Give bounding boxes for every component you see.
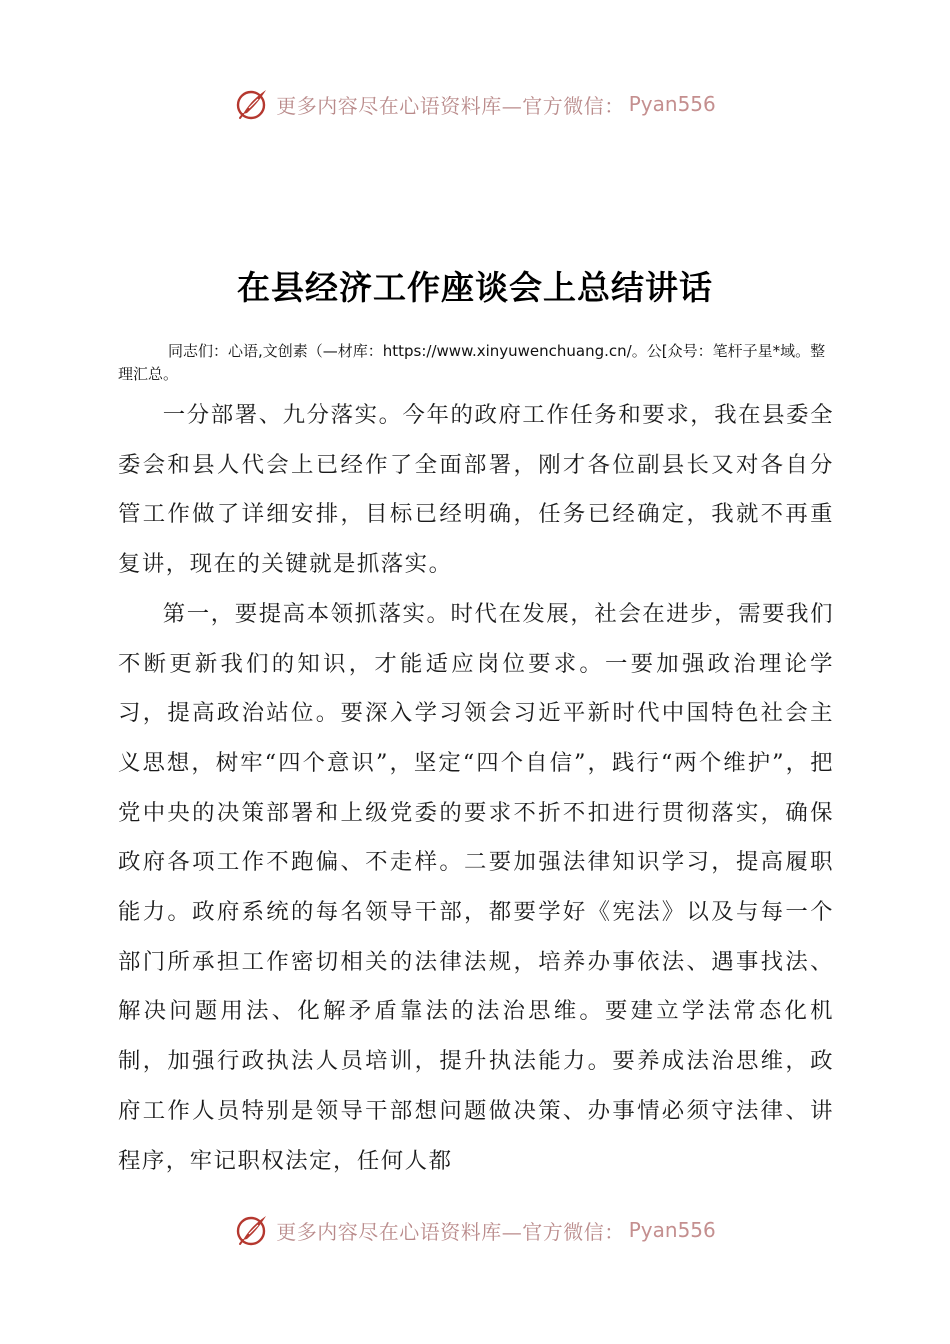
watermark-text: 更多内容尽在心语资料库—官方微信： xyxy=(276,93,625,118)
paragraph-first-point: 第一，要提高本领抓落实。时代在发展，社会在进步，需要我们不断更新我们的知识，才能适应岗位要求。一要加强政治理论学习，提高政治站位。要深入学习领会习近平新时代中国特色社会主义思想，树牢“四个意识”，坚定“四个自信”，践行“两个维护”，把党中央的决策部署和上级党委的要求不折不扣进行贯彻落实，确保政府各项工作不跑偏、不走样。二要加强法律知识学习，提高履职能力。政府系统的每名领导干部，都要学好《宪法》以及与每一个部门所承担工作密切相关的法律法规，培养办事依法、遇事找法、解决问题用法、化解矛盾靠法的法治思维。要建立学法常态化机制，加强行政执法人员培训，提升执法能力。要养成法治思维，政府工作人员特别是领导干部想问题做决策、办事情必须守法律、讲程序，牢记职权法定，任何人都 xyxy=(118,600,834,1174)
footer-watermark xyxy=(0,1210,950,1250)
watermark-handle: Pyan556 xyxy=(628,92,716,116)
quill-logo-icon xyxy=(234,86,270,122)
watermark-text: 更多内容尽在心语资料库—官方微信： xyxy=(276,1219,625,1244)
document-title: 在县经济工作座谈会上总结讲话 xyxy=(237,268,713,307)
header-watermark xyxy=(0,84,950,124)
source-note: 同志们：心语,文创素（—材库：https://www.xinyuwenchuang.cn/。公[众号：笔杆子星*域。整理汇总。 xyxy=(118,342,826,383)
document-body xyxy=(118,391,834,1186)
watermark-handle: Pyan556 xyxy=(628,1218,716,1242)
quill-logo-icon xyxy=(234,1212,270,1248)
paragraph-intro: 一分部署、九分落实。今年的政府工作任务和要求，我在县委全委会和县人代会上已经作了全面部署，刚才各位副县长又对各自分管工作做了详细安排，目标已经明确，任务已经确定，我就不再重复讲，现在的关键就是抓落实。 xyxy=(118,402,834,578)
